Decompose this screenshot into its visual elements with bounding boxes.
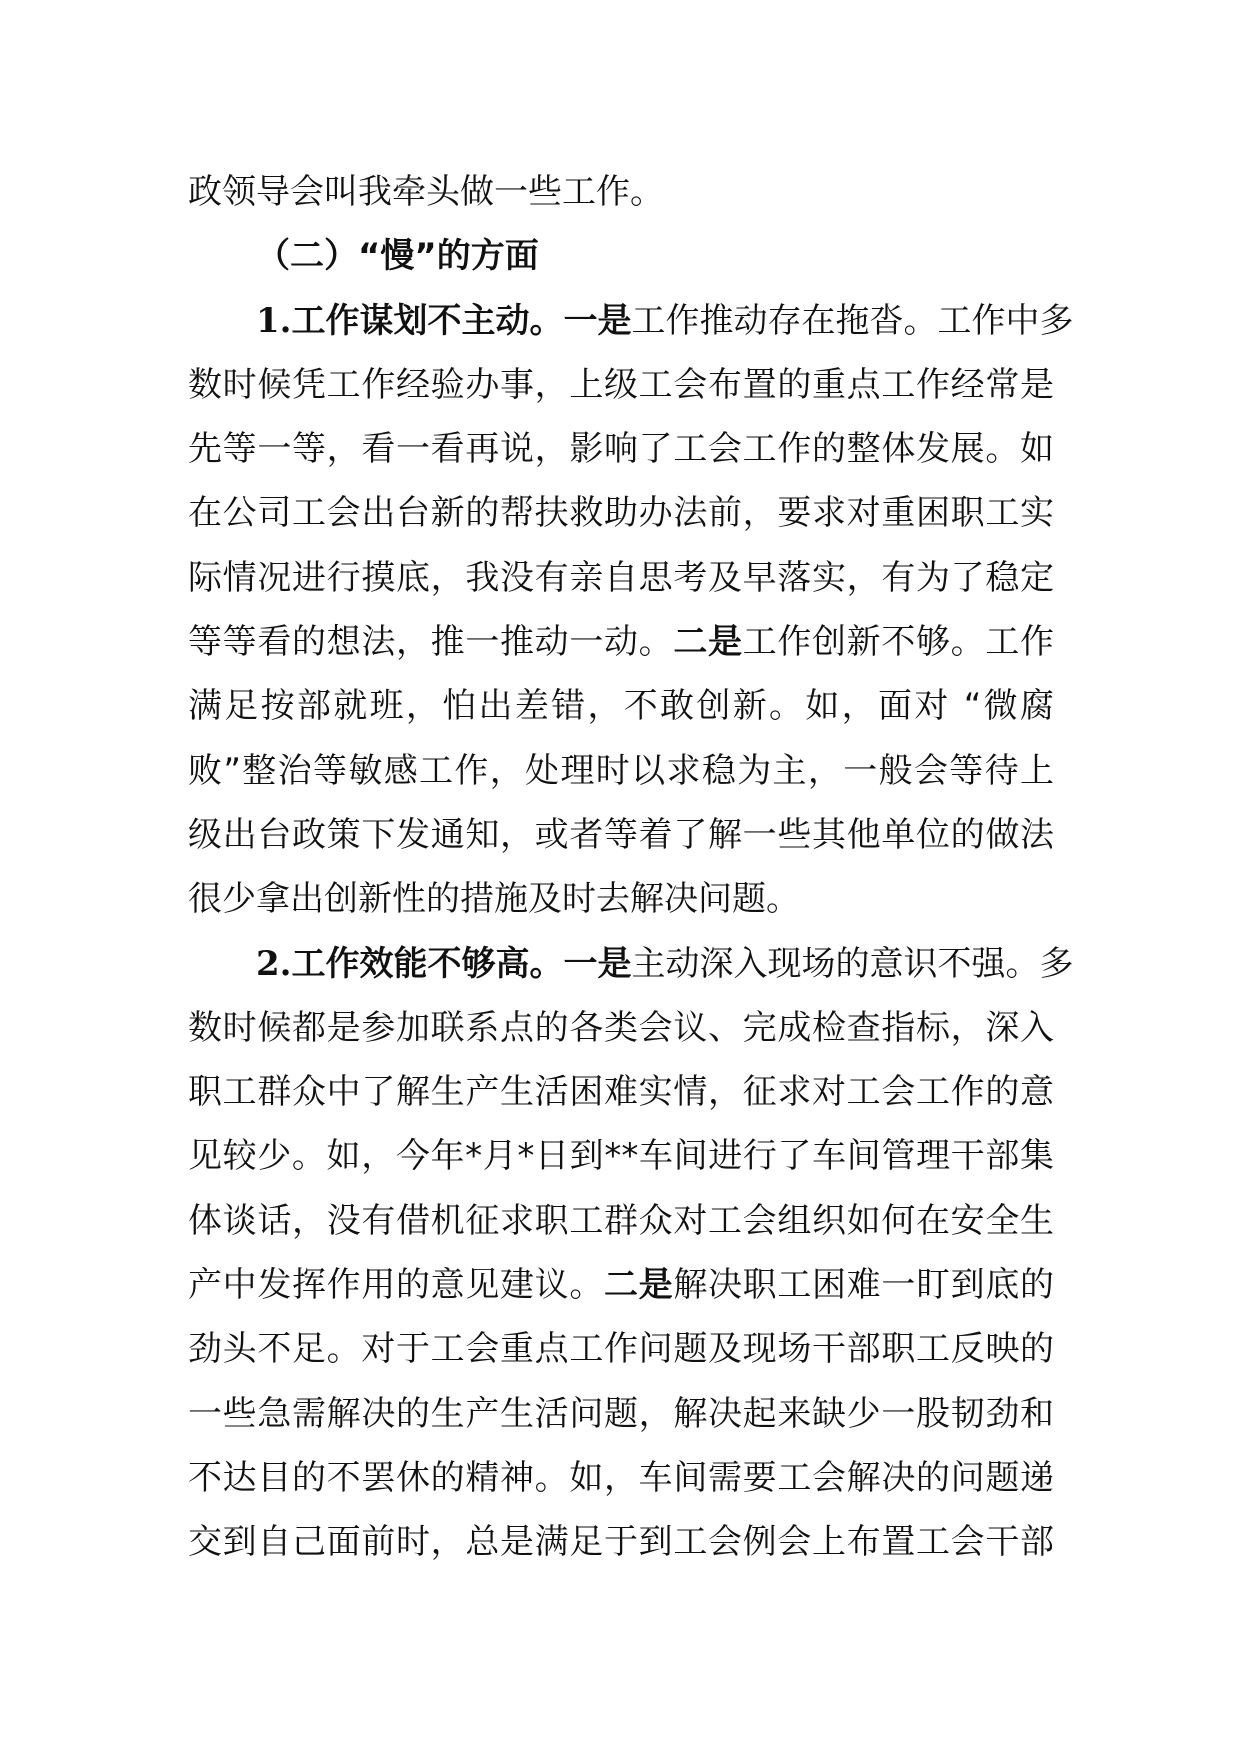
item1-line (188, 739, 1054, 803)
paragraph-text: 级出台政策下发通知，或者等着了解一些其他单位的做法 (188, 814, 1054, 855)
item1-title: 工作谋划不主动。 (291, 300, 564, 341)
item1-line (188, 546, 1054, 610)
item2-marker-one: 一是 (563, 943, 632, 984)
paragraph-text: 劲头不足。对于工会重点工作问题及现场干部职工反映的 (188, 1329, 1054, 1370)
paragraph-text: 职工群众中了解生产生活困难实情，征求对工会工作的意 (188, 1072, 1054, 1113)
item2-line (188, 1510, 1054, 1574)
item1-line (188, 610, 1054, 674)
section-heading (188, 224, 1054, 288)
item1-line (188, 481, 1054, 545)
item1-marker-two: 二是 (673, 622, 743, 663)
paragraph-text: 数时候都是参加联系点的各类会议、完成检查指标，深入 (188, 1007, 1054, 1048)
item2-line (188, 1253, 1054, 1317)
item2-number: 2. (256, 943, 292, 984)
paragraph-text: 很少拿出创新性的措施及时去解决问题。 (188, 879, 800, 920)
item2-line (188, 1189, 1054, 1253)
paragraph-text: 满足按部就班，怕出差错，不敢创新。如，面对 “微腐 (188, 686, 1054, 727)
paragraph-text: 数时候凭工作经验办事，上级工会布置的重点工作经常是 (188, 364, 1054, 405)
item2-line (188, 996, 1054, 1060)
item1-marker-one: 一是 (563, 300, 632, 341)
item1-line (188, 674, 1054, 738)
item1-line (188, 353, 1054, 417)
paragraph-text: 败”整治等敏感工作，处理时以求稳为主，一般会等待上 (188, 750, 1054, 791)
paragraph-text: 解决职工困难一盯到底的 (673, 1265, 1055, 1306)
paragraph-text: 主动深入现场的意识不强。多 (631, 943, 1074, 984)
item2-first-line (188, 932, 1074, 996)
item2-marker-two: 二是 (604, 1265, 674, 1306)
paragraph-text: 产中发挥作用的意见建议。 (188, 1265, 604, 1306)
paragraph-text: 等等看的想法，推一推动一动。 (188, 622, 674, 663)
document-page (188, 160, 1074, 1575)
paragraph-text: 交到自己面前时，总是满足于到工会例会上布置工会干部 (188, 1522, 1054, 1563)
item1-first-line (188, 289, 1074, 353)
paragraph-text: 体谈话，没有借机征求职工群众对工会组织如何在安全生 (188, 1200, 1054, 1241)
paragraph-text: 见较少。如，今年*月*日到**车间进行了车间管理干部集 (188, 1136, 1054, 1177)
paragraph-text: 际情况进行摸底，我没有亲自思考及早落实，有为了稳定 (188, 557, 1054, 598)
paragraph-text: 在公司工会出台新的帮扶救助办法前，要求对重困职工实 (188, 493, 1054, 534)
paragraph-text: 政领导会叫我牵头做一些工作。 (188, 172, 664, 212)
item1-line (188, 417, 1054, 481)
item1-number: 1. (256, 300, 292, 341)
item2-title: 工作效能不够高。 (291, 943, 564, 984)
item2-line (188, 1124, 1054, 1188)
item1-line (188, 867, 1054, 931)
paragraph-text: 工作推动存在拖沓。工作中多 (631, 300, 1074, 341)
paragraph-text: 一些急需解决的生产生活问题，解决起来缺少一股韧劲和 (188, 1393, 1054, 1434)
item1-line (188, 803, 1054, 867)
continuation-line (188, 160, 1054, 224)
section-heading-text: （二）“慢”的方面 (256, 236, 539, 277)
item2-line (188, 1317, 1054, 1381)
item2-line (188, 1060, 1054, 1124)
paragraph-text: 先等一等，看一看再说，影响了工会工作的整体发展。如 (188, 429, 1054, 470)
item2-line (188, 1446, 1054, 1510)
item2-line (188, 1382, 1054, 1446)
paragraph-text: 不达目的不罢休的精神。如，车间需要工会解决的问题递 (188, 1457, 1054, 1498)
paragraph-text: 工作创新不够。工作 (742, 622, 1055, 663)
